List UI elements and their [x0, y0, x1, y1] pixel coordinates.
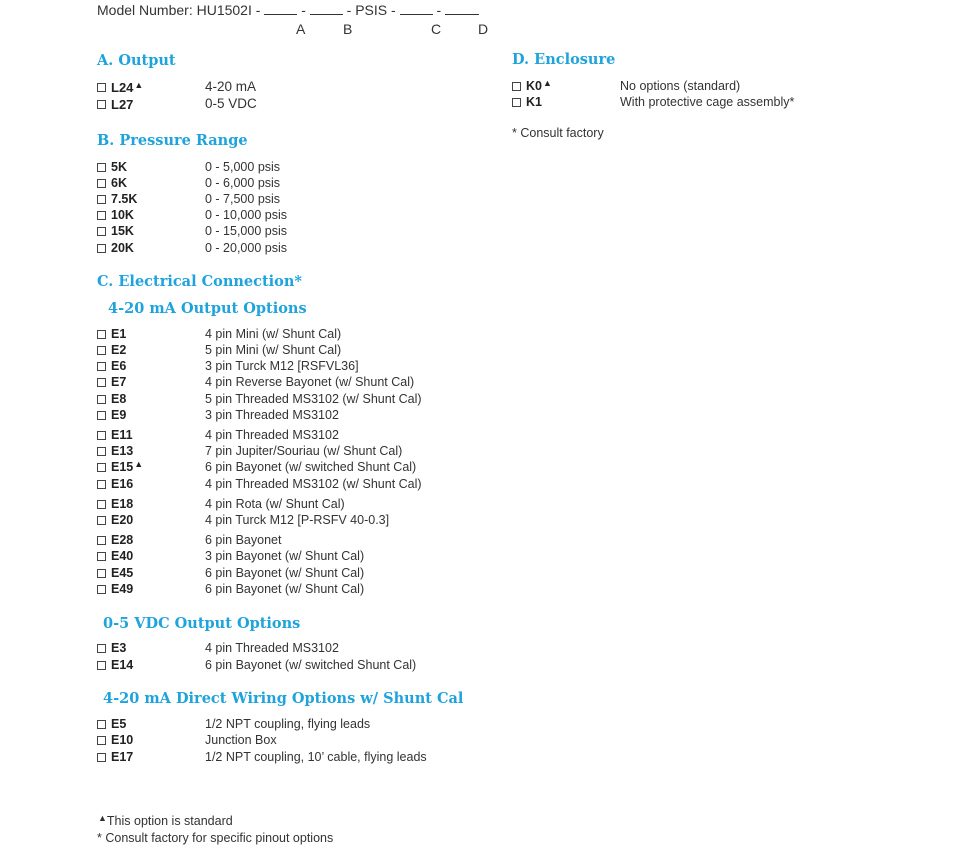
option-description: With protective cage assembly* — [620, 95, 795, 109]
option-checkbox[interactable] — [97, 536, 106, 545]
option-code — [111, 375, 126, 389]
option-code-text: E2 — [111, 343, 127, 357]
option-code-text: E13 — [111, 444, 134, 458]
option-checkbox[interactable] — [97, 463, 106, 472]
option-code-text: E9 — [111, 408, 127, 422]
sub-0-5-title: 0-5 VDC Output Options — [103, 615, 301, 632]
option-code-text: E28 — [111, 533, 134, 547]
model-dash-1: - — [301, 2, 306, 18]
model-dash-2: - — [436, 2, 442, 18]
option-description: 0-5 VDC — [205, 96, 257, 111]
option-description: 6 pin Bayonet (w/ switched Shunt Cal) — [205, 460, 417, 474]
footnote-standard-text: This option is standard — [106, 814, 233, 828]
option-description: 4 pin Rota (w/ Shunt Cal) — [205, 497, 345, 511]
position-letter-b: B — [343, 21, 353, 37]
model-mid: - PSIS - — [346, 2, 396, 18]
option-checkbox[interactable] — [97, 753, 106, 762]
option-code — [111, 80, 143, 95]
option-code — [111, 460, 143, 474]
option-code-text: E15 — [111, 460, 134, 474]
standard-marker-icon: ▲ — [542, 78, 552, 88]
option-description: 0 - 5,000 psis — [205, 160, 281, 174]
option-checkbox[interactable] — [97, 516, 106, 525]
model-prefix: Model Number: HU1502I - — [97, 2, 261, 18]
option-code — [111, 359, 126, 373]
option-code-text: E45 — [111, 566, 134, 580]
option-description: 6 pin Bayonet — [205, 533, 282, 547]
footnote-standard — [97, 814, 233, 828]
standard-marker-icon: ▲ — [134, 80, 144, 90]
option-description: 4 pin Threaded MS3102 — [205, 428, 339, 442]
option-checkbox[interactable] — [97, 211, 106, 220]
option-code-text: 5K — [111, 160, 127, 174]
position-letter-a: A — [296, 21, 306, 37]
option-checkbox[interactable] — [97, 378, 106, 387]
option-code-text: E7 — [111, 375, 127, 389]
option-code-text: E16 — [111, 477, 134, 491]
option-checkbox[interactable] — [97, 330, 106, 339]
section-b-title: B. Pressure Range — [97, 132, 248, 149]
option-code-text: L27 — [111, 97, 134, 112]
option-code — [111, 582, 133, 596]
option-code — [111, 497, 133, 511]
option-checkbox[interactable] — [97, 83, 106, 92]
blank-d — [445, 2, 479, 15]
enclosure-note: * Consult factory — [512, 126, 604, 140]
option-code-text: E17 — [111, 750, 134, 764]
option-description: 1/2 NPT coupling, flying leads — [205, 717, 371, 731]
option-code — [111, 392, 126, 406]
standard-marker-icon: ▲ — [98, 813, 107, 823]
option-code — [111, 241, 134, 255]
option-code — [111, 750, 133, 764]
option-code-text: E6 — [111, 359, 127, 373]
option-checkbox[interactable] — [97, 720, 106, 729]
option-description: 3 pin Turck M12 [RSFVL36] — [205, 359, 359, 373]
model-number-line — [97, 2, 479, 18]
option-checkbox[interactable] — [97, 644, 106, 653]
option-checkbox[interactable] — [97, 163, 106, 172]
position-letter-c: C — [431, 21, 442, 37]
option-description: 3 pin Threaded MS3102 — [205, 408, 339, 422]
option-code — [111, 327, 126, 341]
option-checkbox[interactable] — [97, 227, 106, 236]
option-checkbox[interactable] — [97, 362, 106, 371]
option-description: 6 pin Bayonet (w/ Shunt Cal) — [205, 566, 365, 580]
option-description: 4 pin Threaded MS3102 — [205, 641, 339, 655]
option-code-text: E18 — [111, 497, 134, 511]
option-code — [111, 549, 133, 563]
option-checkbox[interactable] — [97, 447, 106, 456]
option-code-text: L24 — [111, 80, 134, 95]
option-code-text: 7.5K — [111, 192, 138, 206]
option-code — [111, 566, 133, 580]
option-code — [111, 533, 133, 547]
option-code-text: 20K — [111, 241, 134, 255]
option-code — [111, 477, 133, 491]
option-description: 0 - 10,000 psis — [205, 208, 287, 222]
option-code — [111, 97, 133, 112]
option-code-text: E10 — [111, 733, 134, 747]
option-checkbox[interactable] — [97, 346, 106, 355]
option-code — [111, 658, 133, 672]
option-code-text: E5 — [111, 717, 127, 731]
option-checkbox[interactable] — [97, 179, 106, 188]
blank-c — [400, 2, 433, 15]
option-code-text: K1 — [526, 95, 542, 109]
option-checkbox[interactable] — [512, 82, 521, 91]
option-code — [111, 513, 133, 527]
section-c-title: C. Electrical Connection* — [97, 273, 302, 290]
option-description: 4 pin Mini (w/ Shunt Cal) — [205, 327, 342, 341]
blank-a — [264, 2, 297, 15]
option-checkbox[interactable] — [97, 431, 106, 440]
option-description: 3 pin Bayonet (w/ Shunt Cal) — [205, 549, 365, 563]
option-checkbox[interactable] — [97, 395, 106, 404]
option-checkbox[interactable] — [97, 480, 106, 489]
option-checkbox[interactable] — [97, 100, 106, 109]
option-checkbox[interactable] — [97, 736, 106, 745]
position-letter-d: D — [478, 21, 489, 37]
option-description: 4 pin Threaded MS3102 (w/ Shunt Cal) — [205, 477, 422, 491]
option-checkbox[interactable] — [97, 411, 106, 420]
option-code-text: E11 — [111, 428, 133, 442]
option-code — [111, 343, 126, 357]
option-description: 7 pin Jupiter/Souriau (w/ Shunt Cal) — [205, 444, 403, 458]
option-code — [526, 95, 542, 109]
option-code — [111, 733, 133, 747]
option-checkbox[interactable] — [97, 195, 106, 204]
option-description: 5 pin Threaded MS3102 (w/ Shunt Cal) — [205, 392, 422, 406]
sub-direct-wiring-title: 4-20 mA Direct Wiring Options w/ Shunt Cal — [103, 690, 464, 707]
option-code-text: K0 — [526, 79, 542, 93]
option-description: 0 - 7,500 psis — [205, 192, 281, 206]
option-code — [111, 408, 126, 422]
option-code-text: E40 — [111, 549, 134, 563]
option-description: No options (standard) — [620, 79, 741, 93]
standard-marker-icon: ▲ — [134, 459, 144, 469]
option-description: Junction Box — [205, 733, 277, 747]
option-code — [111, 192, 137, 206]
option-description: 5 pin Mini (w/ Shunt Cal) — [205, 343, 342, 357]
option-code-text: 6K — [111, 176, 127, 190]
option-checkbox[interactable] — [512, 98, 521, 107]
option-description: 4-20 mA — [205, 79, 257, 94]
option-code — [111, 444, 133, 458]
option-code — [111, 428, 133, 442]
footnote-pinout: * Consult factory for specific pinout options — [97, 831, 334, 845]
option-description: 4 pin Reverse Bayonet (w/ Shunt Cal) — [205, 375, 415, 389]
option-code-text: E3 — [111, 641, 127, 655]
option-code — [526, 79, 552, 93]
section-a-title: A. Output — [97, 52, 176, 69]
option-code — [111, 224, 134, 238]
option-description: 0 - 20,000 psis — [205, 241, 287, 255]
option-code-text: 15K — [111, 224, 134, 238]
option-description: 6 pin Bayonet (w/ switched Shunt Cal) — [205, 658, 417, 672]
option-code-text: E49 — [111, 582, 134, 596]
option-code-text: E14 — [111, 658, 134, 672]
option-checkbox[interactable] — [97, 661, 106, 670]
option-checkbox[interactable] — [97, 552, 106, 561]
option-code-text: E1 — [111, 327, 127, 341]
option-code-text: E20 — [111, 513, 134, 527]
option-code-text: E8 — [111, 392, 127, 406]
option-checkbox[interactable] — [97, 585, 106, 594]
option-description: 0 - 15,000 psis — [205, 224, 287, 238]
option-code — [111, 160, 127, 174]
option-description: 4 pin Turck M12 [P-RSFV 40-0.3] — [205, 513, 390, 527]
option-checkbox[interactable] — [97, 244, 106, 253]
blank-b — [310, 2, 343, 15]
option-code — [111, 641, 126, 655]
section-d-title: D. Enclosure — [512, 51, 616, 68]
option-description: 0 - 6,000 psis — [205, 176, 281, 190]
sub-4-20-title: 4-20 mA Output Options — [108, 300, 307, 317]
option-description: 6 pin Bayonet (w/ Shunt Cal) — [205, 582, 365, 596]
option-description: 1/2 NPT coupling, 10’ cable, flying leads — [205, 750, 427, 764]
option-checkbox[interactable] — [97, 500, 106, 509]
option-code — [111, 717, 126, 731]
option-code — [111, 176, 127, 190]
option-code-text: 10K — [111, 208, 134, 222]
option-code — [111, 208, 134, 222]
option-checkbox[interactable] — [97, 569, 106, 578]
